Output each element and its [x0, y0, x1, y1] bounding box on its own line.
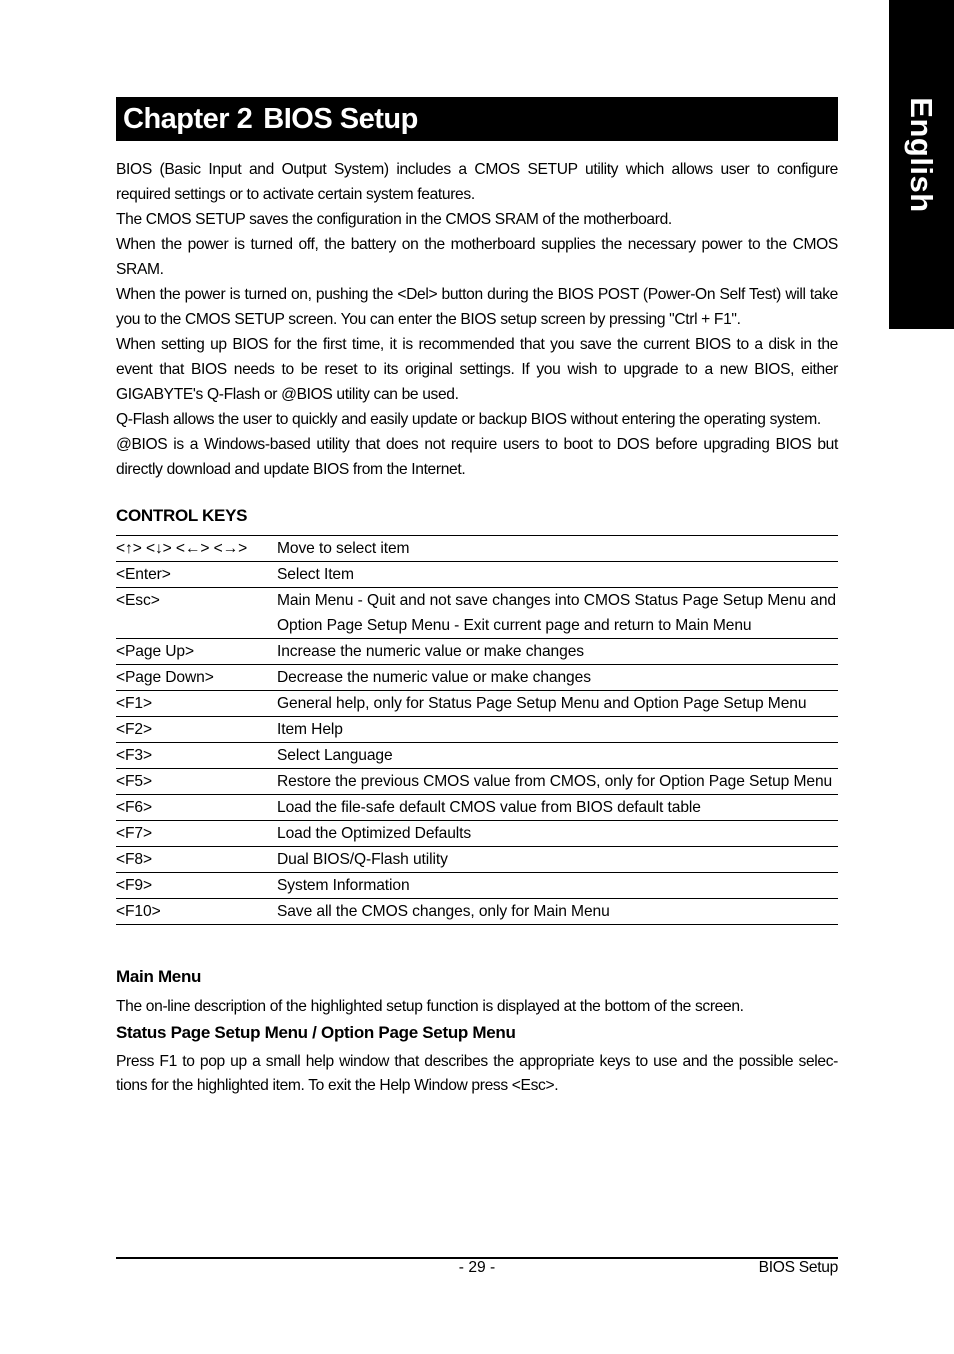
status-menu-description: Press F1 to pop up a small help window that describes the appropriate keys to use and the possible selec-tions for the highlighted item. To exit the Help Window press <Esc>. — [116, 1053, 838, 1094]
key-cell: <F1> — [116, 691, 277, 717]
key-cell: <Page Up> — [116, 639, 277, 665]
description-cell: Move to select item — [277, 536, 838, 562]
table-row — [116, 899, 838, 925]
table-row — [116, 769, 838, 795]
control-keys-table — [116, 535, 838, 925]
control-keys-heading: CONTROL KEYS — [116, 506, 248, 525]
intro-paragraph: When setting up BIOS for the first time, it is recommended that you save the current BIOS to a disk in the event that BIOS needs to be reset to its original settings. If you wish to upgrade to a new BIOS, either GIGABYTE's Q-Flash or @BIOS utility can be used. — [116, 336, 838, 403]
key-cell: <Esc> — [116, 588, 277, 639]
table-row — [116, 562, 838, 588]
description-cell: Load the Optimized Defaults — [277, 821, 838, 847]
status-menu-heading: Status Page Setup Menu / Option Page Setup Menu — [116, 1023, 516, 1042]
table-row — [116, 821, 838, 847]
intro-paragraph: The CMOS SETUP saves the configuration in the CMOS SRAM of the motherboard. — [116, 211, 672, 228]
key-cell: <Page Down> — [116, 665, 277, 691]
chapter-number: Chapter 2 — [123, 102, 253, 135]
intro-paragraph: BIOS (Basic Input and Output System) includes a CMOS SETUP utility which allows user to configure required settings or to activate certain system features. — [116, 161, 838, 203]
description-cell: Save all the CMOS changes, only for Main Menu — [277, 899, 838, 925]
key-cell: <Enter> — [116, 562, 277, 588]
language-tab — [889, 0, 954, 329]
key-cell: <F8> — [116, 847, 277, 873]
key-cell: <F9> — [116, 873, 277, 899]
table-row — [116, 847, 838, 873]
chapter-title: BIOS Setup — [263, 102, 418, 135]
table-row — [116, 795, 838, 821]
key-cell: <F3> — [116, 743, 277, 769]
table-row — [116, 717, 838, 743]
description-cell: General help, only for Status Page Setup Menu and Option Page Setup Menu — [277, 691, 838, 717]
main-menu-description: The on-line description of the highlighted setup function is displayed at the bottom of the screen. — [116, 998, 744, 1015]
footer-section-title: BIOS Setup — [758, 1259, 838, 1276]
intro-paragraph: When the power is turned on, pushing the <Del> button during the BIOS POST (Power-On Self Test) will take you to the CMOS SETUP screen. You can enter the BIOS setup screen by pressing "Ctrl + F1". — [116, 286, 838, 328]
description-cell: Main Menu - Quit and not save changes into CMOS Status Page Setup Menu and Option Page Setup Menu - Exit current page and return to Main Menu — [277, 588, 838, 639]
key-cell: <F6> — [116, 795, 277, 821]
table-row — [116, 665, 838, 691]
key-cell: <F2> — [116, 717, 277, 743]
key-cell: <F5> — [116, 769, 277, 795]
description-cell: Item Help — [277, 717, 838, 743]
table-row — [116, 691, 838, 717]
description-cell: Select Language — [277, 743, 838, 769]
description-cell: Select Item — [277, 562, 838, 588]
description-cell: Increase the numeric value or make changes — [277, 639, 838, 665]
description-cell: Dual BIOS/Q-Flash utility — [277, 847, 838, 873]
language-tab-label: English — [904, 97, 939, 213]
description-cell: Decrease the numeric value or make changes — [277, 665, 838, 691]
table-row — [116, 639, 838, 665]
intro-paragraph: Q-Flash allows the user to quickly and easily update or backup BIOS without entering the operating system. — [116, 411, 821, 428]
key-cell: <F10> — [116, 899, 277, 925]
main-menu-heading: Main Menu — [116, 967, 202, 986]
key-cell: <↑> <↓> <←> <→> — [116, 536, 277, 562]
table-row — [116, 743, 838, 769]
table-row — [116, 536, 838, 562]
table-row — [116, 588, 838, 639]
description-cell: Restore the previous CMOS value from CMOS, only for Option Page Setup Menu — [277, 769, 838, 795]
page-number: - 29 - — [458, 1259, 496, 1276]
description-cell: Load the file-safe default CMOS value from BIOS default table — [277, 795, 838, 821]
intro-paragraph: When the power is turned off, the battery on the motherboard supplies the necessary power to the CMOS SRAM. — [116, 236, 838, 278]
key-cell: <F7> — [116, 821, 277, 847]
intro-section — [116, 157, 838, 482]
table-row — [116, 873, 838, 899]
intro-paragraph: @BIOS is a Windows-based utility that does not require users to boot to DOS before upgrading BIOS but directly download and update BIOS from the Internet. — [116, 436, 838, 478]
chapter-title-bar — [116, 97, 838, 141]
description-cell: System Information — [277, 873, 838, 899]
